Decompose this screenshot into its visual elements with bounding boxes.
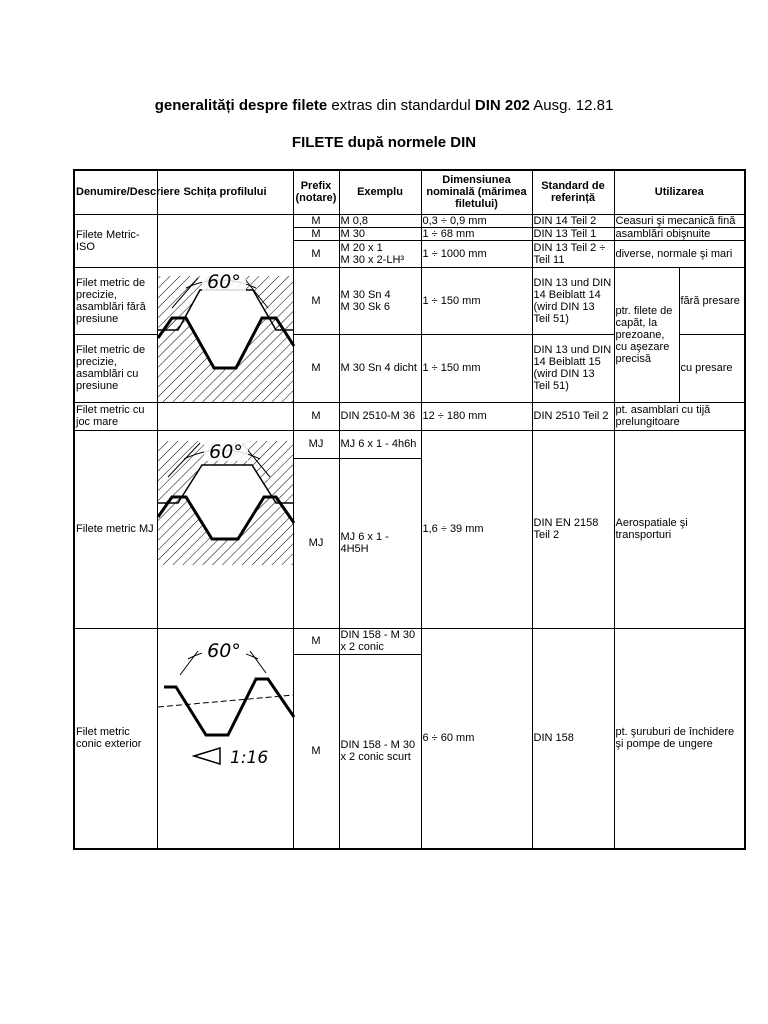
header-denumire: Denumire/Descriere: [74, 170, 157, 214]
cell-denumire-mj: Filete metric MJ: [74, 430, 157, 628]
thread-profile-drawing: [158, 268, 294, 402]
cell-denumire-conic: Filet metric conic exterior: [74, 628, 157, 849]
cell-utilizarea: Aerospatiale şi transporturi: [614, 430, 745, 628]
cell-prefix: M: [293, 654, 339, 849]
cell-standard: DIN 13 Teil 2 ÷ Teil 11: [532, 240, 614, 267]
cell-standard: DIN 13 Teil 1: [532, 227, 614, 240]
cell-prefix: M: [293, 402, 339, 430]
thread-profile-conic-figure: [157, 628, 293, 849]
cell-denumire-joc: Filet metric cu joc mare: [74, 402, 157, 430]
header-row: [74, 170, 745, 214]
title-text-2: extras din standardul: [327, 97, 475, 114]
cell-standard: DIN 158: [532, 628, 614, 849]
header-dimensiunea: Dimensiunea nominală (mărimea filetului): [421, 170, 532, 214]
cell-standard: DIN 14 Teil 2: [532, 214, 614, 227]
table-row: [74, 267, 745, 335]
header-utilizarea: Utilizarea: [614, 170, 745, 214]
cell-denumire-precizie-1: Filet metric de precizie, asamblări fără presiune: [74, 267, 157, 335]
cell-exemplu: M 20 x 1 M 30 x 2-LH³: [339, 240, 421, 267]
table-row: [74, 214, 745, 227]
cell-prefix: M: [293, 240, 339, 267]
header-prefix: Prefix (notare): [293, 170, 339, 214]
cell-prefix: MJ: [293, 458, 339, 628]
cell-exemplu: M 30 Sn 4 dicht: [339, 335, 421, 403]
angle-label: 60°: [206, 270, 241, 293]
cell-dimensiunea: 1,6 ÷ 39 mm: [421, 430, 532, 628]
title-bold-3: DIN 202: [474, 97, 530, 114]
cell-dimensiunea: 1 ÷ 68 mm: [421, 227, 532, 240]
cell-exemplu: MJ 6 x 1 - 4H5H: [339, 458, 421, 628]
cell-utilizarea: diverse, normale şi mari: [614, 240, 745, 267]
thread-profile-mj-figure: [157, 430, 293, 628]
taper-symbol: [194, 748, 220, 764]
cell-exemplu: M 30: [339, 227, 421, 240]
cell-prefix: M: [293, 335, 339, 403]
header-exemplu: Exemplu: [339, 170, 421, 214]
header-schita: Schița profilului: [157, 170, 293, 214]
cell-exemplu: DIN 2510-M 36: [339, 402, 421, 430]
angle-label: 60°: [206, 639, 241, 662]
cell-prefix: M: [293, 267, 339, 335]
cell-exemplu: MJ 6 x 1 - 4h6h: [339, 430, 421, 458]
cell-exemplu: DIN 158 - M 30 x 2 conic scurt: [339, 654, 421, 849]
cell-utilizarea: fără presare: [679, 267, 745, 335]
cell-standard: DIN 13 und DIN 14 Beiblatt 14 (wird DIN 13 Teil 51): [532, 267, 614, 335]
cell-prefix: M: [293, 628, 339, 654]
cell-denumire-precizie-2: Filet metric de precizie, asamblări cu presiune: [74, 335, 157, 403]
cell-utilizarea: pt. şuruburi de închidere şi pompe de ungere: [614, 628, 745, 849]
cell-exemplu: M 30 Sn 4 M 30 Sk 6: [339, 267, 421, 335]
cell-prefix: M: [293, 214, 339, 227]
title-text-4: Ausg. 12.81: [529, 97, 614, 114]
angle-label: 60°: [208, 440, 243, 463]
cell-dimensiunea: 1 ÷ 150 mm: [421, 335, 532, 403]
cell-prefix: MJ: [293, 430, 339, 458]
cell-exemplu: M 0,8: [339, 214, 421, 227]
din-thread-table: [73, 169, 746, 850]
cell-dimensiunea: 1 ÷ 1000 mm: [421, 240, 532, 267]
cell-utilizarea: pt. asamblari cu tijă prelungitoare: [614, 402, 745, 430]
document-title: [0, 97, 768, 114]
table-heading: FILETE după normele DIN: [291, 134, 477, 151]
cell-prefix: M: [293, 227, 339, 240]
cell-standard: DIN 13 und DIN 14 Beiblatt 15 (wird DIN 13 Teil 51): [532, 335, 614, 403]
cell-exemplu: DIN 158 - M 30 x 2 conic: [339, 628, 421, 654]
table-row: [74, 402, 745, 430]
cell-standard: DIN 2510 Teil 2: [532, 402, 614, 430]
cell-utilizarea: Ceasuri şi mecanică fină: [614, 214, 745, 227]
cell-dimensiunea: 1 ÷ 150 mm: [421, 267, 532, 335]
cell-utilizarea: cu presare: [679, 335, 745, 403]
cell-schita-empty: [157, 402, 293, 430]
cell-standard: DIN EN 2158 Teil 2: [532, 430, 614, 628]
cell-schita-empty: [157, 214, 293, 267]
thread-profile-conic-drawing: [158, 629, 294, 779]
cell-denumire-iso: Filete Metric-ISO: [74, 214, 157, 267]
thread-profile-mj-drawing: [158, 431, 294, 627]
table-row: [74, 430, 745, 458]
cell-utilizarea: asamblări obişnuite: [614, 227, 745, 240]
thread-profile-precision-figure: [157, 267, 293, 402]
cell-dimensiunea: 12 ÷ 180 mm: [421, 402, 532, 430]
title-bold-1: generalități despre filete: [154, 97, 328, 114]
header-standard: Standard de referință: [532, 170, 614, 214]
cell-dimensiunea: 0,3 ÷ 0,9 mm: [421, 214, 532, 227]
taper-label: 1:16: [229, 747, 268, 768]
cell-utilizarea-shared: ptr. filete de capăt, la prezoane, cu aşezare precisă: [614, 267, 679, 402]
table-row: [74, 628, 745, 654]
cell-dimensiunea: 6 ÷ 60 mm: [421, 628, 532, 849]
